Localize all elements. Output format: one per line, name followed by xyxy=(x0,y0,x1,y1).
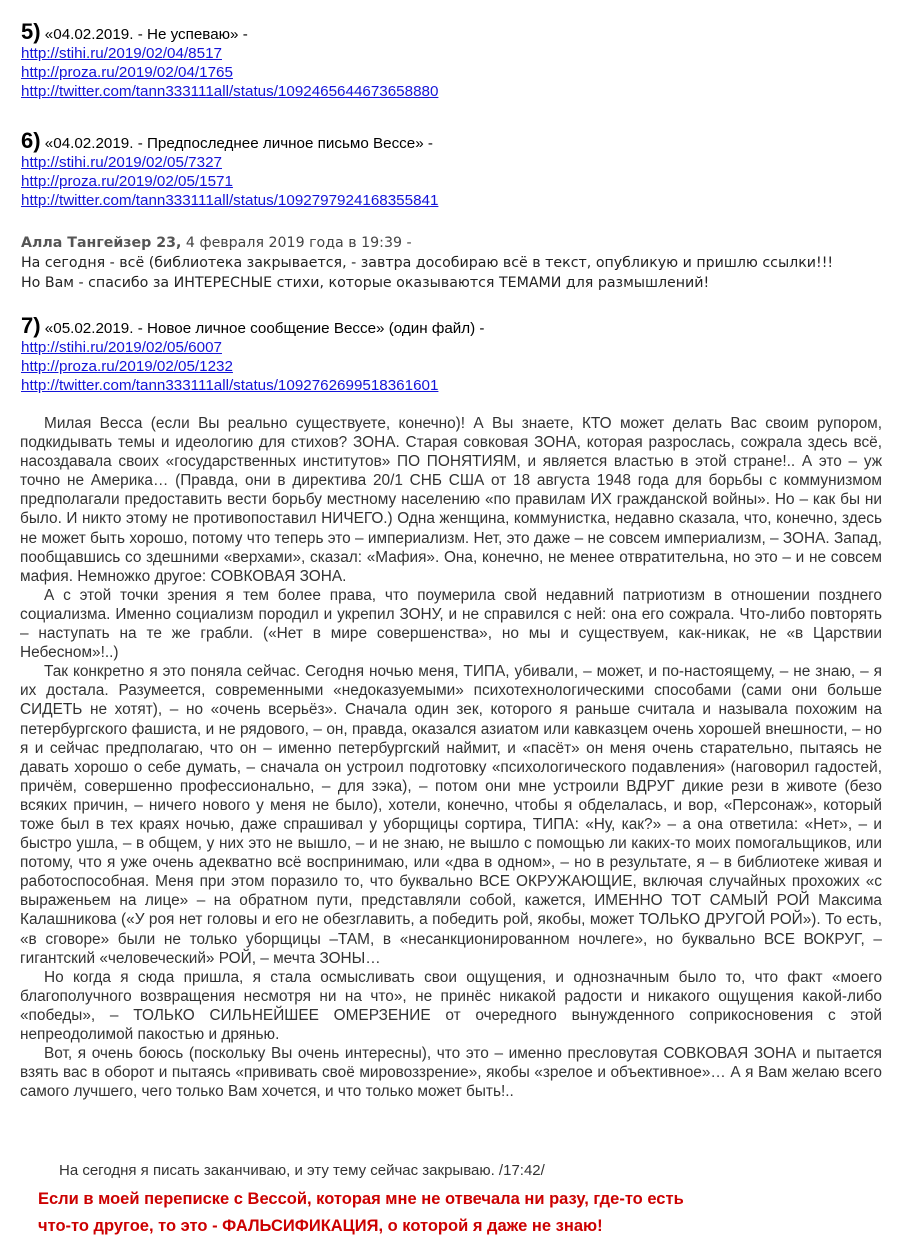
entry-number: 5) xyxy=(21,19,41,44)
entry-6 xyxy=(21,128,439,210)
entry-number: 7) xyxy=(21,313,41,338)
entry-number: 6) xyxy=(21,128,41,153)
link-stihi[interactable]: http://stihi.ru/2019/02/05/7327 xyxy=(21,154,222,171)
link-proza[interactable]: http://proza.ru/2019/02/05/1571 xyxy=(21,173,233,190)
letter-paragraph: А с этой точки зрения я тем более права, что поумерила свой недавний патриотизм в отношении позднего социализма. Именно социализм породил и укрепил ЗОНУ, и не справился с ней: она его сожрала. Что-либо повторять – наступать на те же грабли. («Нет в мире совершенства», но мы и существуем, как-никак, не «в Царствии Небесном»!..) xyxy=(20,586,882,662)
link-twitter[interactable]: http://twitter.com/tann333111all/status/1092762699518361601 xyxy=(21,377,439,394)
entry-title: «05.02.2019. - Новое личное сообщение Вессе» (один файл) - xyxy=(44,320,485,337)
letter-paragraph: Так конкретно я это поняла сейчас. Сегодня ночью меня, ТИПА, убивали, – может, и по-настоящему, – не знаю, – я их достала. Разумеется, современными «недоказуемыми» психотехнологическими способами (сами они больше СИДЕТЬ не хотят), – но «очень всерьёз». Сначала один зек, которого я раньше считала и называла похожим на петербургского фашиста, и не рядового, – он, правда, оказался азиатом или кавказцем очень хорошей внешности, – но я и сейчас предполагаю, что он – именно петербургский наймит, и «пасёт» он меня очень старательно, пытаясь не давать хорошо о себе думать, – сначала он устроил подготовку «психологического подавления» (наговорил гадостей, причём, совершенно профессионально, – для зэка), – потом они мне устроили ВДРУГ дикие рези в животе (безо всяких причин, – ничего нового у меня не было), хотели, конечно, чтобы я обделалась, и вор, «Персонаж», который тоже был в тех краях ночью, даже спрашивал у уборщицы сортира, ТИПА: «Ну, как?» – а она ответила: «Нет», – и быстро ушла, – в общем, у них это не вышло, – и не знаю, не вышло с помощью ли каких-то моих помогальщиков, или потому, что я уже очень адекватно всё воспринимаю, или «два в одном», – но в результате, я – в библиотеке живая и работоспособная. Меня при этом поразило то, что буквально ВСЕ ОКРУЖАЮЩИЕ, включая случайных прохожих «с выраженьем на лице» – на обратном пути, представляли собой, кажется, ИМЕННО ТОТ САМЫЙ РОЙ Максима Калашникова («У роя нет головы и его не обезглавить, а победить рой, якобы, может ТОЛЬКО ДРУГОЙ РОЙ»). То есть, «в сговоре» были не только уборщицы –ТАМ, в «несанкционированном ночлеге», но буквально ВСЕ ВОКРУГ, – гигантский «человеческий» РОЙ, – мечта ЗОНЫ… xyxy=(20,663,882,967)
entry-7 xyxy=(21,313,485,395)
link-twitter[interactable]: http://twitter.com/tann333111all/status/1092797924168355841 xyxy=(21,192,439,209)
letter-paragraph: Но когда я сюда пришла, я стала осмысливать свои ощущения, и однозначным было то, что факт «моего благополучного возвращения несмотря ни на что», не принёс никакой радости и никакого ощущения какой-либо «победы», – ТОЛЬКО СИЛЬНЕЙШЕЕ ОМЕРЗЕНИЕ от очередного вынужденного соприкосновения с этой непреодолимой пакостью и дрянью. xyxy=(20,968,882,1043)
entry-heading xyxy=(21,128,438,153)
entry-heading xyxy=(21,19,438,44)
link-twitter[interactable]: http://twitter.com/tann333111all/status/1092465644673658880 xyxy=(21,83,439,100)
link-proza[interactable]: http://proza.ru/2019/02/04/1765 xyxy=(21,64,233,81)
comment-header xyxy=(21,233,891,253)
warning-line: что-то другое, то это - ФАЛЬСИФИКАЦИЯ, о которой я даже не знаю! xyxy=(38,1217,603,1235)
comment-line: Но Вам - спасибо за ИНТЕРЕСНЫЕ стихи, которые оказываются ТЕМАМИ для размышлений! xyxy=(21,275,710,291)
comment-block xyxy=(21,233,891,293)
entry-title: «04.02.2019. - Не успеваю» - xyxy=(44,26,248,43)
link-stihi[interactable]: http://stihi.ru/2019/02/04/8517 xyxy=(21,45,222,62)
warning-line: Если в моей переписке с Вессой, которая мне не отвечала ни разу, где-то есть xyxy=(38,1190,684,1208)
link-proza[interactable]: http://proza.ru/2019/02/05/1232 xyxy=(21,358,233,375)
letter-paragraph: Милая Весса (если Вы реально существуете, конечно)! А Вы знаете, КТО может делать Вас своим рупором, подкидывать темы и идеологию для стихов? ЗОНА. Старая совковая ЗОНА, которая разрослась, сожрала здесь всё, насоздавала своих «государственных институтов» ПО ПОНЯТИЯМ, и является властью в этой стране!.. А это – уж точно не Америка… (Правда, они в директива 20/1 СНБ США от 18 августа 1948 года для борьбы с коммунизмом предполагали предоставить вести борьбу местному населению «по правилам ИХ гражданской войны». Но – как бы ни было. И никто этому не противопоставил НИЧЕГО.) Одна женщина, коммунистка, недавно сказала, что, конечно, здесь не может быть хорошо, потому что теперь это – империализм. Нет, это даже – не совсем империализм, – ЗОНА. Запад, пообщавшись со здешними «верхами», сказал: «Мафия». Она, конечно, не менее отвратительна, но это – и не совсем мафия. Немножко другое: СОВКОВАЯ ЗОНА. xyxy=(20,415,882,585)
entry-5 xyxy=(21,19,439,101)
link-stihi[interactable]: http://stihi.ru/2019/02/05/6007 xyxy=(21,339,222,356)
comment-date: 4 февраля 2019 года в 19:39 - xyxy=(181,235,412,251)
closing-line: На сегодня я писать заканчиваю, и эту тему сейчас закрываю. /17:42/ xyxy=(59,1162,545,1179)
comment-line: На сегодня - всё (библиотека закрывается, - завтра дособираю всё в текст, опубликую и пришлю ссылки!!! xyxy=(21,255,834,271)
entry-heading xyxy=(21,313,485,338)
comment-author: Алла Тангейзер 23, xyxy=(21,235,182,251)
letter-body xyxy=(20,414,882,1101)
letter-paragraph: Вот, я очень боюсь (поскольку Вы очень интересны), что это – именно пресловутая СОВКОВАЯ ЗОНА и пытается взять вас в оборот и пытаясь «прививать своё мировоззрение», якобы «зрелое и объективное»… А я Вам желаю всего самого лучшего, чего только Вам хочется, и что только может быть!.. xyxy=(20,1045,882,1101)
entry-title: «04.02.2019. - Предпоследнее личное письмо Вессе» - xyxy=(44,135,433,152)
falsification-warning xyxy=(38,1186,888,1240)
